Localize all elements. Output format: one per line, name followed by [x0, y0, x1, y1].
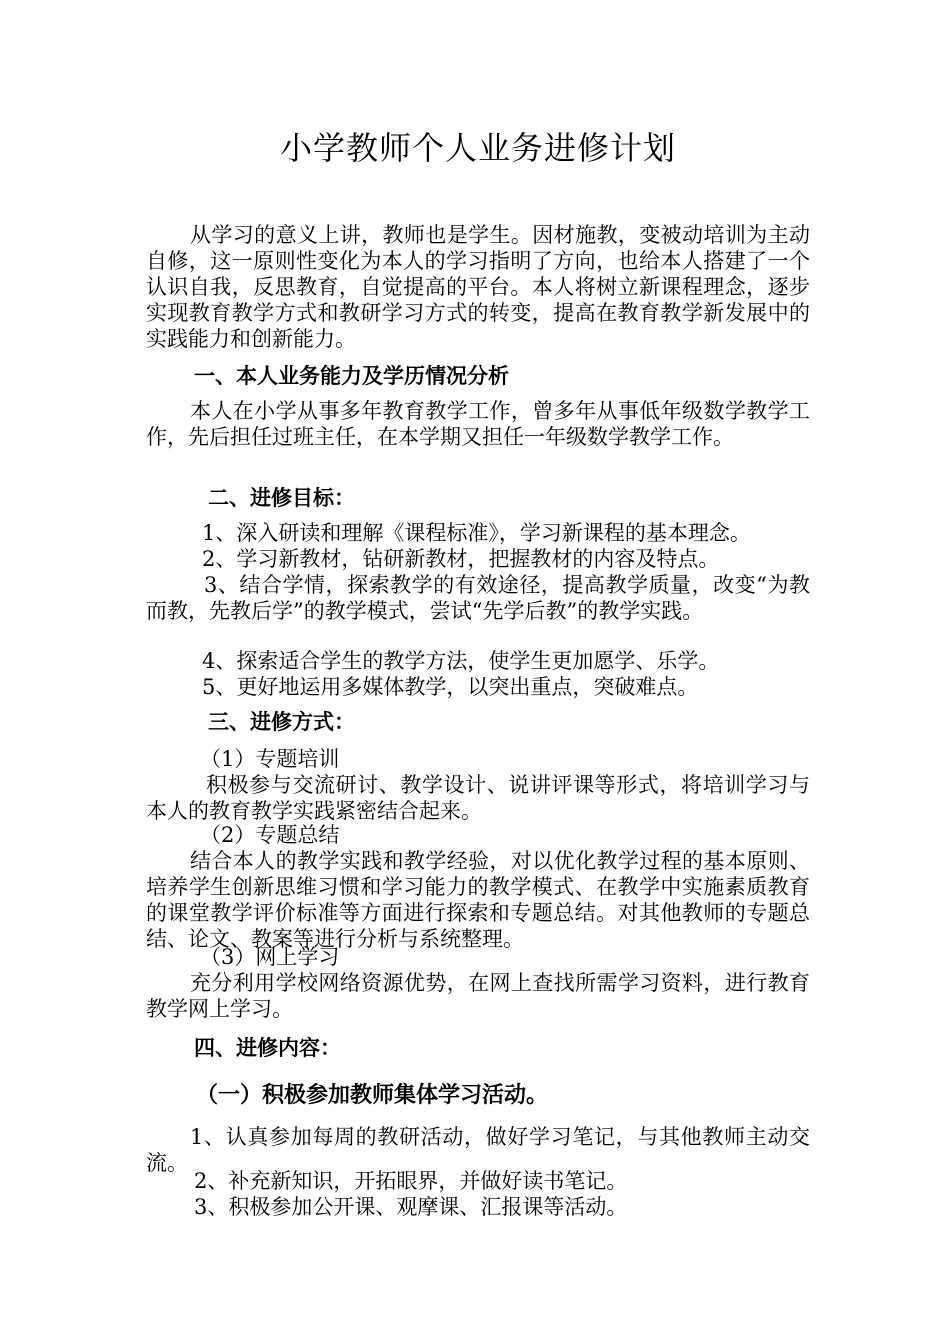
section4-heading: 四、进修内容： — [194, 1036, 341, 1060]
goal-item: 1、深入研读和理解《课程标准》，学习新课程的基本理念。 — [202, 521, 751, 545]
method-subtitle: （1）专题培训 — [200, 747, 340, 771]
content-item: 1、认真参加每周的教研活动，做好学习笔记，与其他教师主动交流。 — [146, 1125, 810, 1175]
method-paragraph: 充分利用学校网络资源优势，在网上查找所需学习资料，进行教育教学网上学习。 — [146, 971, 810, 1021]
page-title: 小学教师个人业务进修计划 — [279, 129, 676, 167]
content-item: 3、积极参加公开课、观摩课、汇报课等活动。 — [194, 1195, 628, 1219]
section1-paragraph: 本人在小学从事多年教育教学工作，曾多年从事低年级数学教学工作，先后担任过班主任，在本学期又担任一年级数学教学工作。 — [146, 399, 810, 449]
intro-paragraph: 从学习的意义上讲，教师也是学生。因材施教，变被动培训为主动自修，这一原则性变化为本人的学习指明了方向，也给本人搭建了一个认识自我，反思教育，自觉提高的平台。本人将树立新课程理念，逐步实现教育教学方式和教研学习方式的转变，提高在教育教学新发展中的实践能力和创新能力。 — [146, 223, 810, 351]
section2-heading: 二、进修目标： — [208, 486, 355, 510]
method-paragraph: 结合本人的教学实践和教学经验，对以优化教学过程的基本原则、培养学生创新思维习惯和学习能力的教学模式、在教学中实施素质教育的课堂教学评价标准等方面进行探索和专题总结。对其他教师的专题总结、论文、教案等进行分析与系统整理。 — [146, 849, 810, 951]
goal-item: 3、结合学情，探索教学的有效途径，提高教学质量，改变“为教而教，先教后学”的教学模式，尝试“先学后教”的教学实践。 — [146, 573, 810, 623]
method-paragraph: 积极参与交流研讨、教学设计、说讲评课等形式，将培训学习与本人的教育教学实践紧密结合起来。 — [146, 773, 810, 823]
method-subtitle: （3）网上学习 — [200, 945, 340, 969]
section3-heading: 三、进修方式： — [208, 710, 355, 734]
goal-item: 5、更好地运用多媒体教学，以突出重点，突破难点。 — [202, 675, 699, 699]
method-subtitle: （2）专题总结 — [200, 823, 340, 847]
goal-item: 2、学习新教材，钻研新教材，把握教材的内容及特点。 — [202, 547, 720, 571]
section1-heading: 一、本人业务能力及学历情况分析 — [194, 364, 509, 388]
section4-subheading: （一）积极参加教师集体学习活动。 — [196, 1083, 549, 1108]
goal-item: 4、探索适合学生的教学方法，使学生更加愿学、乐学。 — [202, 649, 720, 673]
content-item: 2、补充新知识，开拓眼界，并做好读书笔记。 — [194, 1169, 628, 1193]
